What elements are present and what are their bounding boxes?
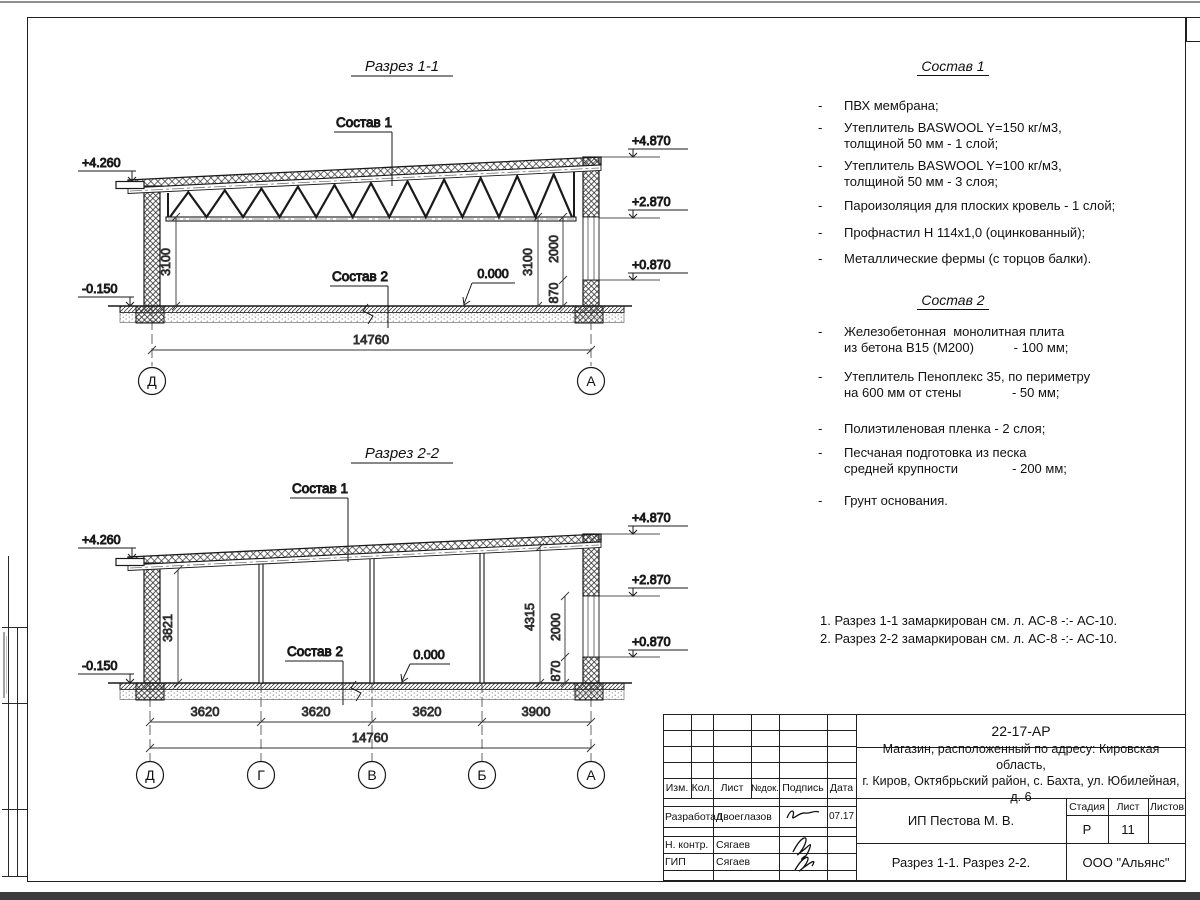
grid-bubble-g: Г — [257, 767, 265, 783]
list-item-text: Металлические фермы (с торцов балки). — [844, 251, 1092, 266]
sheets-value — [1148, 815, 1186, 843]
elev-2870: +2.870 — [632, 573, 671, 587]
list-item — [818, 445, 1190, 476]
roof-cantilever — [116, 559, 144, 566]
bullet: - — [818, 324, 823, 339]
elev-0150: -0.150 — [82, 659, 118, 673]
grid-bubble-d: Д — [147, 373, 157, 389]
elev-0150: -0.150 — [82, 282, 118, 296]
elev-4870: +4.870 — [632, 511, 671, 525]
grid-bubble-d: Д — [145, 767, 155, 783]
bullet: - — [818, 445, 823, 460]
bullet: - — [818, 225, 823, 240]
overall-dimension — [148, 332, 595, 354]
dim-2000: 2000 — [547, 235, 561, 263]
role-nkontr: Н. контр. — [665, 838, 709, 851]
leaders — [285, 481, 450, 705]
label-sostav2: Состав 2 — [332, 269, 388, 284]
notes — [820, 612, 1117, 648]
grid-bubble-b: Б — [477, 767, 487, 783]
list-item-text: Железобетонная монолитная плита из бетона В15 (М200) - 100 мм; — [844, 324, 1069, 355]
list-item-text: Песчаная подготовка из песка средней крупности - 200 мм; — [844, 445, 1067, 476]
elev-0870: +0.870 — [632, 258, 671, 272]
col-data: Дата — [829, 782, 854, 794]
section1-title: Разрез 1-1 — [364, 58, 440, 75]
sheet-label: Лист — [1116, 800, 1140, 813]
project-description: Магазин, расположенный по адресу: Кировская область, г. Киров, Октябрьский район, с. Бахта, ул. Юбилейная, д. 6 — [862, 741, 1180, 804]
dim-3100-left: 3100 — [159, 248, 173, 276]
sheets-label: Листов — [1149, 800, 1185, 813]
grid-bubble-a: А — [586, 767, 596, 783]
name-dvoeglazov: Двоеглазов — [716, 810, 772, 823]
scan-edge-top — [0, 1, 1200, 3]
list-item — [818, 324, 1190, 355]
left-stamp-tiny-text — [6, 636, 7, 694]
list-item-text: Утеплитель BASWOOL Y=100 кг/м3, толщиной 50 мм - 3 слоя; — [844, 158, 1062, 189]
sheet-title: Разрез 1-1. Разрез 2-2. — [891, 854, 1031, 870]
stage-label: Стадия — [1069, 800, 1105, 813]
grid-bubbles — [139, 368, 605, 395]
sheet-value: 11 — [1121, 821, 1135, 837]
list-item-text: Грунт основания. — [844, 493, 948, 508]
role-razrabotal: Разработал — [665, 810, 723, 823]
bullet: - — [818, 120, 823, 135]
corner-stamp-box — [1186, 17, 1200, 42]
list-item-text: Профнастил Н 114х1,0 (оцинкованный); — [844, 225, 1086, 240]
note-2: 2. Разрез 2-2 замаркирован см. л. АС-8 -:- АС-10. — [820, 631, 1118, 646]
floor-slab — [108, 304, 632, 324]
elev-4260: +4.260 — [82, 156, 121, 170]
col-ndok: №док. — [751, 782, 779, 794]
list-item-text: Утеплитель Пеноплекс 35, по периметру на 600 мм от стены - 50 мм; — [844, 369, 1091, 400]
label-sostav1: Состав 1 — [336, 115, 392, 130]
title-block — [663, 714, 1186, 881]
dim-bay1: 3620 — [190, 704, 220, 719]
floor-slab — [108, 681, 632, 701]
sostav1-heading: Состав 1 — [803, 58, 1103, 74]
bullet: - — [818, 158, 823, 173]
left-wall — [144, 186, 160, 306]
list-item — [818, 98, 1190, 114]
list-item — [818, 369, 1190, 400]
list-item — [818, 251, 1190, 267]
grid-bubble-v: В — [367, 767, 377, 783]
label-sostav1: Состав 1 — [292, 481, 348, 496]
dim-bay3: 3620 — [412, 704, 442, 719]
elev-4870: +4.870 — [632, 134, 671, 148]
dim-3100-right: 3100 — [521, 248, 535, 276]
scan-edge-bottom — [0, 892, 1200, 900]
vertical-dimensions — [159, 213, 567, 310]
roof-cantilever — [116, 182, 144, 189]
roof — [116, 157, 601, 194]
signatures — [779, 800, 827, 878]
grid-bubble-a: А — [586, 373, 596, 389]
left-wall — [144, 563, 160, 683]
elev-4260: +4.260 — [82, 533, 121, 547]
right-wall — [583, 534, 599, 683]
dim-bay2: 3620 — [301, 704, 331, 719]
col-podpis: Подпись — [782, 782, 824, 794]
bullet: - — [818, 251, 823, 266]
dim-14760: 14760 — [351, 730, 389, 745]
left-stamp-tiny-text — [3, 632, 5, 698]
grid-bubbles — [137, 762, 605, 789]
list-item — [818, 198, 1190, 214]
dim-bay4: 3900 — [521, 704, 551, 719]
name-syagaev-2: Сягаев — [716, 855, 751, 868]
list-item — [818, 158, 1190, 189]
list-item-text: Пароизоляция для плоских кровель - 1 слой; — [844, 198, 1116, 213]
list-item — [818, 225, 1190, 241]
dim-870: 870 — [547, 282, 561, 304]
company-name: ООО "Альянс" — [1082, 854, 1170, 870]
signature-nkontr — [793, 838, 811, 859]
date-0717: 07.17 — [828, 811, 855, 822]
right-wall — [583, 157, 599, 306]
section-2-2-drawing — [20, 430, 700, 822]
list-item — [818, 120, 1190, 151]
left-stamp-line — [17, 627, 18, 876]
left-stamp-line — [8, 556, 9, 876]
bullet: - — [818, 493, 823, 508]
label-0000: 0.000 — [477, 267, 509, 281]
list-item-text: Утеплитель BASWOOL Y=150 кг/м3, толщиной 50 мм - 1 слой; — [844, 120, 1062, 151]
interior-columns — [259, 553, 484, 683]
signature-gip — [795, 857, 814, 871]
dim-14760: 14760 — [352, 332, 390, 347]
dim-870: 870 — [549, 660, 563, 682]
bullet: - — [818, 98, 823, 113]
label-0000: 0.000 — [413, 648, 445, 662]
role-gip: ГИП — [665, 855, 686, 868]
sostav2-heading: Состав 2 — [803, 292, 1103, 308]
col-izm: Изм. — [665, 782, 689, 794]
signature-razrabotal — [787, 811, 819, 818]
elev-2870: +2.870 — [632, 195, 671, 209]
bay-dimensions — [146, 704, 595, 752]
name-syagaev-1: Сягаев — [716, 838, 751, 851]
dim-4315: 4315 — [523, 603, 537, 631]
roof — [116, 534, 601, 571]
list-item-text: ПВХ мембрана; — [844, 98, 939, 113]
bullet: - — [818, 369, 823, 384]
left-stamp-line — [2, 876, 27, 877]
stage-value: Р — [1082, 821, 1092, 837]
section-1-1-drawing — [20, 40, 700, 432]
dim-3821: 3821 — [161, 614, 175, 642]
bullet: - — [818, 421, 823, 436]
bullet: - — [818, 198, 823, 213]
dim-2000: 2000 — [549, 613, 563, 641]
label-sostav2: Состав 2 — [287, 644, 343, 659]
col-list: Лист — [720, 782, 744, 794]
section2-title: Разрез 2-2 — [364, 445, 440, 462]
note-1: 1. Разрез 1-1 замаркирован см. л. АС-8 -:- АС-10. — [820, 613, 1118, 628]
list-item-text: Полиэтиленовая пленка - 2 слоя; — [844, 421, 1046, 436]
col-kol: Кол. — [691, 782, 713, 794]
list-item — [818, 421, 1190, 437]
client-name: ИП Пестова М. В. — [907, 813, 1015, 828]
doc-code: 22-17-АР — [991, 722, 1051, 739]
elev-0870: +0.870 — [632, 635, 671, 649]
list-item — [818, 493, 1190, 509]
